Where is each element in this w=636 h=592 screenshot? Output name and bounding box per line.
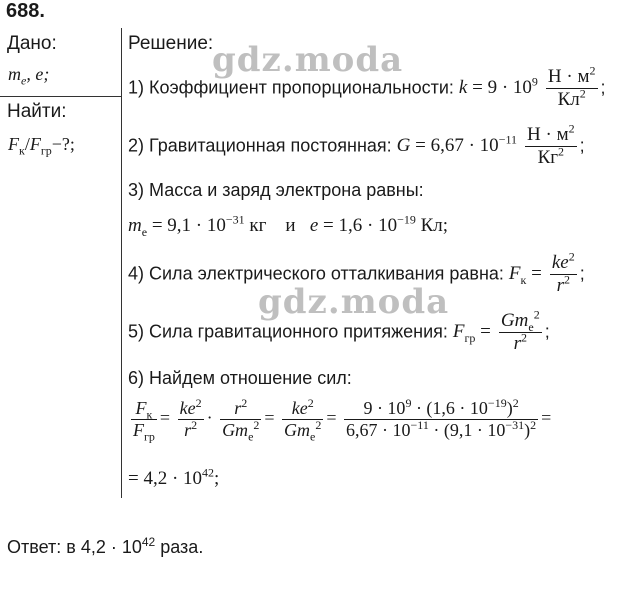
step-1-unit-fraction: $\frac{Н \cdot м^2}{Кл^2}$	[547, 63, 596, 110]
step-6-result: = $4,2 \cdot 10^{42}$;	[128, 465, 220, 489]
step-2: 2) Гравитационная постоянная: $G = 6,67 \cdot 10^{-11}$ $\frac{Н \cdot м^2}{Кг^2}$ ;	[128, 121, 585, 168]
step-4-fraction: $\frac{ke^2}{r^2}$	[551, 249, 575, 296]
step-4: 4) Сила электрического отталкивания равна: $F_к$ = $\frac{ke^2}{r^2}$ ;	[128, 249, 585, 296]
solution-title: Решение:	[128, 33, 214, 54]
step-5-fraction: $\frac{Gm_e^2}{r^2}$	[500, 307, 540, 354]
horizontal-divider	[0, 96, 121, 97]
ratio-fraction-3: $\frac{ke^2}{Gm_e^2}$	[284, 396, 322, 444]
watermark-logo: gdz.moda	[212, 40, 404, 80]
step-2-unit-fraction: $\frac{Н \cdot м^2}{Кг^2}$	[527, 121, 575, 168]
given-values: $m_e$, e;	[8, 64, 50, 88]
find-values: $F_к/F_{гр}-$?;	[8, 134, 75, 158]
ratio-fraction-1: $\frac{ke^2}{r^2}$	[179, 396, 202, 440]
step-3-title: 3) Масса и заряд электрона равны:	[128, 180, 424, 200]
vertical-divider	[121, 28, 122, 498]
answer: Ответ: в $4,2 \cdot 10^{42}$ раза.	[7, 535, 204, 557]
step-6-title: 6) Найдем отношение сил:	[128, 368, 352, 388]
ratio-fraction-numeric: $\frac{9 \cdot 10^9 \cdot (1,6 \cdot 10^{-19})^2}{6,67 \cdot 10^{-11} \cdot (9,1 \cdot 10^{-31})^2}$	[346, 396, 537, 440]
given-label: Дано:	[7, 33, 57, 54]
ratio-fraction-2: $\frac{r^2}{Gm_e^2}$	[222, 396, 260, 444]
ratio-fraction: $\frac{F_к}{F_{гр}}$	[133, 398, 155, 444]
step-3-values: $m_e = 9,1 \cdot 10^{-31}$ кг и $e = 1,6 \cdot 10^{-19}$ Кл;	[128, 212, 449, 239]
problem-number: 688.	[6, 0, 45, 22]
step-6-ratio: $\frac{F_к}{F_{гр}}$ = $\frac{ke^2}{r^2}$ · $\frac{r^2}{Gm_e^2}$ = $\frac{ke^2}{Gm_e^2}$ = $\frac{9 \cdot 10^9 \cdot (1,6 \cdot 10^{-19})^2}{6,67 \cdot 10^{-11} \cdot (9,1 \cdot 10^{-31})^2}$ =	[133, 396, 552, 444]
step-5: 5) Сила гравитационного притяжения: $F_{гр}$ = $\frac{Gm_e^2}{r^2}$ ;	[128, 307, 550, 354]
watermark-logo: gdz.moda	[258, 282, 450, 322]
step-1: 1) Коэффициент пропорциональности: $k = 9 \cdot 10^9$ $\frac{Н \cdot м^2}{Кл^2}$ ;	[128, 63, 606, 110]
find-label: Найти:	[7, 101, 67, 122]
